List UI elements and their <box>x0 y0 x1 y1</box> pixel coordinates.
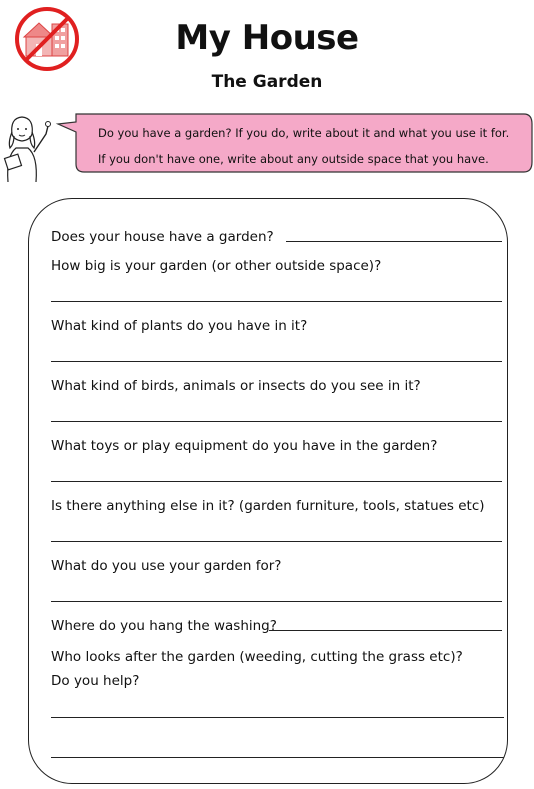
answer-line[interactable] <box>269 630 502 631</box>
answer-line[interactable] <box>51 717 504 718</box>
question-text: What kind of plants do you have in it? <box>51 318 308 334</box>
answer-line[interactable] <box>51 361 502 362</box>
question-text: What toys or play equipment do you have in the garden? <box>51 438 438 454</box>
answer-line[interactable] <box>51 601 502 602</box>
intro-text: Do you have a garden? If you do, write about it and what you use it for. If you don't have one, write about any outside space that you have. <box>98 126 510 166</box>
question-text: What kind of birds, animals or insects do you see in it? <box>51 378 421 394</box>
answer-line[interactable] <box>286 241 502 242</box>
question-card <box>28 198 508 784</box>
answer-line[interactable] <box>51 481 502 482</box>
question-text: What do you use your garden for? <box>51 558 282 574</box>
question-text: Does your house have a garden? <box>51 229 274 245</box>
answer-line[interactable] <box>51 421 502 422</box>
page-subtitle: The Garden <box>211 72 323 92</box>
answer-line[interactable] <box>51 541 502 542</box>
question-text: How big is your garden (or other outside space)? <box>51 258 382 274</box>
question-text: Do you help? <box>51 673 140 689</box>
question-text: Where do you hang the washing? <box>51 618 277 634</box>
page-title: My House <box>175 18 359 58</box>
teacher-illustration-icon <box>0 112 58 184</box>
answer-line[interactable] <box>51 301 502 302</box>
question-text: Is there anything else in it? (garden furniture, tools, statues etc) <box>51 498 485 514</box>
answer-line[interactable] <box>51 757 504 758</box>
question-text: Who looks after the garden (weeding, cutting the grass etc)? <box>51 649 463 665</box>
